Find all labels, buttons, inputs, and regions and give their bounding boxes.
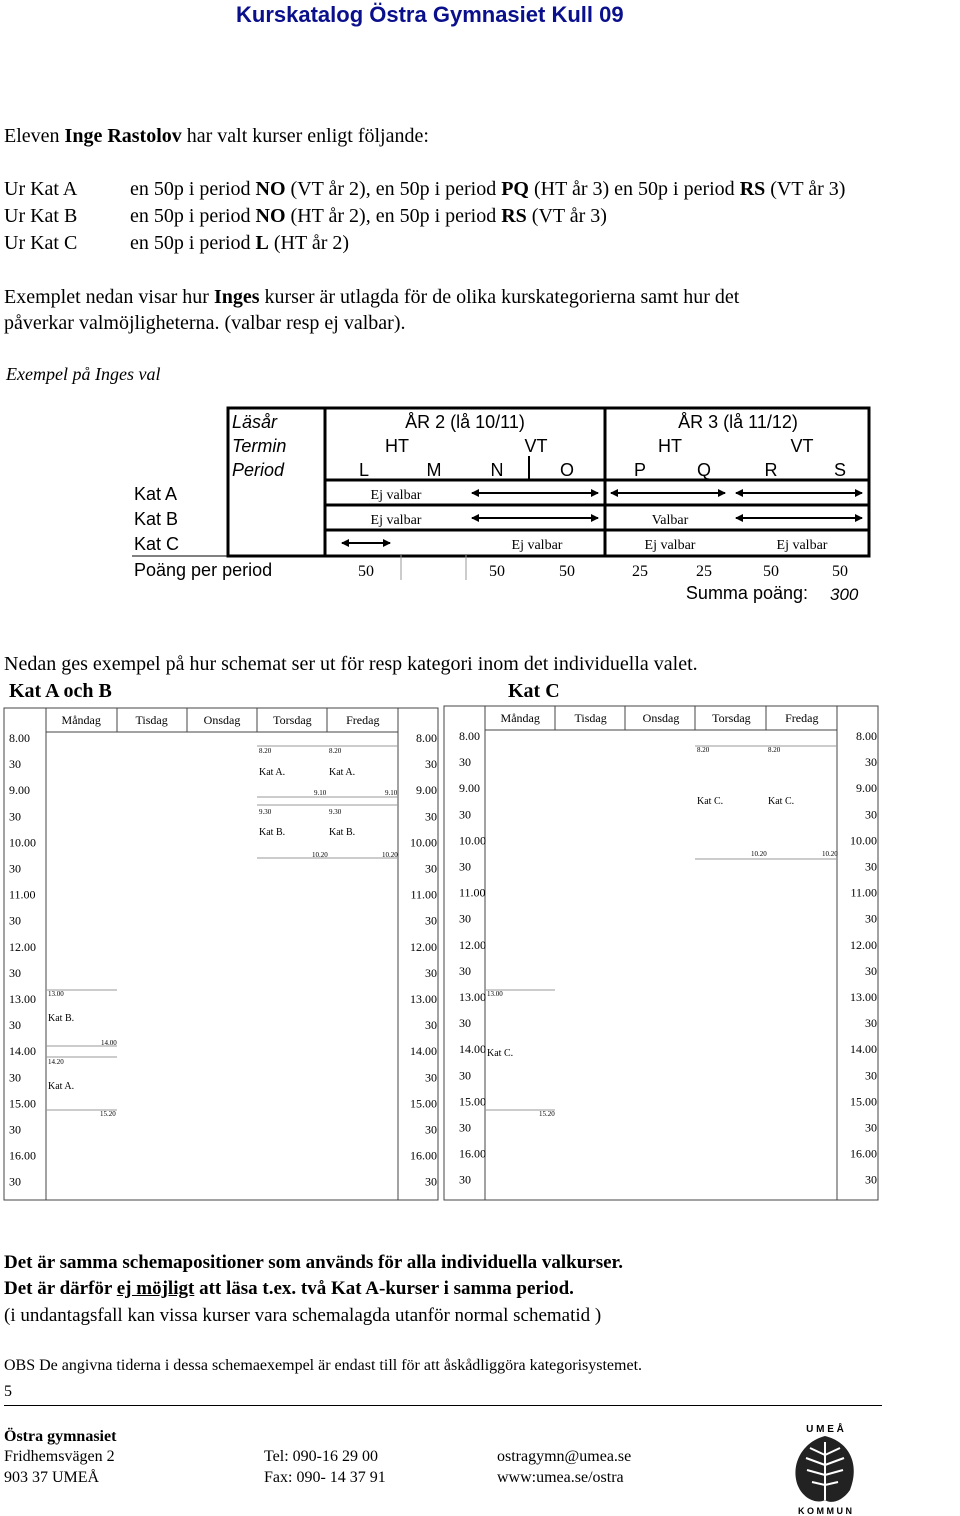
ab-block-label: Kat A. (48, 1081, 75, 1092)
day-header: Onsdag (203, 713, 241, 727)
day-header: Onsdag (642, 711, 680, 725)
day-header: Fredag (346, 713, 380, 727)
sum-value: 300 (830, 585, 859, 604)
time-label: 30 (865, 1068, 877, 1083)
kat-b-label: Kat B (134, 509, 179, 529)
day-header: Fredag (785, 711, 819, 725)
page-number: 5 (4, 1383, 12, 1400)
selection-grid (0, 400, 960, 610)
time-label: 9.00 (416, 783, 437, 798)
time-label: 30 (865, 911, 877, 926)
time-label: 14.00 (410, 1044, 437, 1059)
note-line-2: Det är därför ej möjligt att läsa t.ex. två Kat A-kurser i samma period. (4, 1278, 574, 1299)
ab-block-time: 14.00 (101, 1039, 117, 1047)
time-label: 30 (9, 757, 21, 772)
footer-web[interactable]: www:umea.se/ostra (497, 1469, 624, 1486)
time-label: 30 (9, 1018, 21, 1033)
footer-school: Östra gymnasiet (4, 1428, 117, 1445)
period-l: L (358, 460, 370, 480)
time-label: 30 (459, 755, 471, 770)
note-line-3: (i undantagsfall kan vissa kurser vara schemalagda utanför normal schematid ) (4, 1305, 602, 1326)
time-label: 16.00 (850, 1146, 877, 1161)
time-label: 16.00 (9, 1148, 36, 1163)
day-header: Tisdag (135, 713, 168, 727)
c-block-time: 10.20 (751, 850, 767, 858)
time-label: 30 (425, 1174, 437, 1189)
time-label: 15.00 (850, 1094, 877, 1109)
lasar-label: Läsår (232, 412, 278, 432)
logo-bottom-text: K O M M U N (798, 1506, 852, 1516)
c-block-time: 13.00 (487, 990, 503, 998)
kat-c-status-2: Ej valbar (644, 538, 696, 553)
time-label: 10.00 (410, 835, 437, 850)
time-label: 30 (459, 963, 471, 978)
footer-street: Fridhemsvägen 2 (4, 1448, 115, 1465)
ab-block-label: Kat B. (259, 827, 286, 838)
c-block-label: Kat C. (768, 796, 795, 807)
schedule-c-title: Kat C (508, 680, 560, 702)
schedule-ab-title: Kat A och B (9, 680, 112, 702)
footer-email[interactable]: ostragymn@umea.se (497, 1448, 632, 1465)
term-ht-2: HT (658, 436, 682, 456)
period-m: M (426, 460, 442, 480)
time-label: 15.00 (459, 1094, 486, 1109)
urkat-a-label: Ur Kat A (4, 178, 78, 200)
time-label: 11.00 (410, 887, 437, 902)
ab-block-time: 9.30 (329, 808, 342, 816)
ab-block-time: 9.10 (385, 789, 398, 797)
time-label: 10.00 (9, 835, 36, 850)
time-label: 14.00 (9, 1044, 36, 1059)
year2-label: ÅR 2 (lå 10/11) (405, 412, 525, 432)
time-label: 13.00 (9, 992, 36, 1006)
time-label: 30 (9, 913, 21, 928)
time-label: 30 (865, 1120, 877, 1135)
period-s: S (833, 460, 847, 480)
time-label: 16.00 (410, 1148, 437, 1163)
time-label: 30 (425, 913, 437, 928)
time-label: 30 (425, 757, 437, 772)
intro-text: Eleven Inge Rastolov har valt kurser enligt följande: (4, 125, 429, 147)
ab-block-time: 14.20 (48, 1058, 64, 1066)
c-block-time: 8.20 (768, 746, 781, 754)
period-o: O (559, 460, 575, 480)
period-n: N (490, 460, 504, 480)
example-line-1: Exemplet nedan visar hur Inges kurser är utlagda för de olika kurskategorierna samt hur det (4, 286, 740, 308)
ab-block-time: 10.20 (382, 851, 398, 859)
points-n: 50 (489, 563, 505, 580)
time-label: 30 (425, 861, 437, 876)
time-label: 30 (865, 963, 877, 978)
time-label: 30 (425, 965, 437, 980)
c-block-time: 8.20 (697, 746, 710, 754)
day-header: Torsdag (273, 713, 312, 727)
time-label: 14.00 (850, 1042, 877, 1057)
ab-block-label: Kat B. (329, 827, 356, 838)
time-label: 12.00 (459, 937, 486, 952)
time-label: 14.00 (459, 1042, 486, 1057)
time-label: 30 (459, 807, 471, 822)
logo-top-text: U M E Å (806, 1424, 844, 1435)
time-label: 11.00 (850, 885, 877, 900)
time-label: 11.00 (459, 885, 486, 900)
points-s: 50 (832, 563, 848, 580)
kat-b-status-2: Valbar (651, 513, 689, 528)
time-label: 30 (425, 1122, 437, 1137)
time-label: 8.00 (856, 729, 877, 743)
footer-tel: Tel: 090-16 29 00 (264, 1448, 378, 1465)
ab-block-time: 8.20 (259, 747, 272, 755)
time-label: 8.00 (459, 729, 480, 743)
time-label: 10.00 (459, 833, 486, 848)
time-label: 12.00 (410, 939, 437, 954)
term-vt-2: VT (790, 436, 814, 456)
obs-note: OBS De angivna tiderna i dessa schemaexempel är endast till för att åskådliggöra kategorisystemet. (4, 1357, 643, 1374)
period-r: R (764, 460, 778, 480)
period-p: P (633, 460, 647, 480)
c-block-time: 15.20 (539, 1110, 555, 1118)
time-label: 30 (865, 1016, 877, 1031)
time-label: 30 (425, 1070, 437, 1085)
ab-block-time: 13.00 (48, 990, 64, 998)
kat-b-status-1: Ej valbar (370, 513, 422, 528)
points-r: 50 (763, 563, 779, 580)
points-q: 25 (696, 563, 712, 580)
ab-block-label: Kat A. (329, 767, 356, 778)
urkat-b-text: en 50p i period NO (HT år 2), en 50p i period RS (VT år 3) (130, 205, 607, 227)
period-label: Period (232, 460, 285, 480)
time-label: 30 (865, 859, 877, 874)
time-label: 30 (865, 807, 877, 822)
urkat-a-text: en 50p i period NO (VT år 2), en 50p i period PQ (HT år 3) en 50p i period RS (VT år 3) (130, 178, 846, 200)
day-header: Måndag (61, 713, 101, 727)
time-label: 9.00 (856, 781, 877, 796)
termin-label: Termin (232, 436, 287, 456)
points-label: Poäng per period (134, 560, 273, 580)
time-label: 13.00 (410, 992, 437, 1006)
ab-block-time: 8.20 (329, 747, 342, 755)
footer-city: 903 37 UMEÅ (4, 1469, 100, 1486)
points-p: 25 (632, 563, 648, 580)
example-line-2: påverkar valmöjligheterna. (valbar resp ej valbar). (4, 312, 406, 334)
time-label: 15.00 (9, 1096, 36, 1111)
schedule-ab (0, 704, 445, 1204)
ab-block-label: Kat A. (259, 767, 286, 778)
note-line-1: Det är samma schemapositioner som används för alla individuella valkurser. (4, 1252, 623, 1273)
time-label: 9.00 (459, 781, 480, 796)
time-label: 30 (459, 1120, 471, 1135)
time-label: 30 (9, 1070, 21, 1085)
time-label: 30 (459, 911, 471, 926)
ab-block-time: 9.10 (314, 789, 327, 797)
sum-label: Summa poäng: (685, 583, 808, 603)
c-block-label: Kat C. (697, 796, 724, 807)
ab-block-time: 9.30 (259, 808, 272, 816)
example-caption: Exempel på Inges val (6, 364, 161, 384)
points-l: 50 (358, 563, 374, 580)
page-header-title: Kurskatalog Östra Gymnasiet Kull 09 (236, 2, 624, 27)
time-label: 30 (459, 859, 471, 874)
urkat-b-label: Ur Kat B (4, 205, 78, 227)
time-label: 13.00 (459, 990, 486, 1004)
time-label: 8.00 (9, 731, 30, 745)
footer-fax: Fax: 090- 14 37 91 (264, 1469, 386, 1486)
c-block-label: Kat C. (487, 1048, 514, 1059)
ab-block-label: Kat B. (48, 1013, 75, 1024)
schedule-intro: Nedan ges exempel på hur schemat ser ut för resp kategori inom det individuella valet. (4, 653, 698, 675)
time-label: 8.00 (416, 731, 437, 745)
time-label: 30 (459, 1172, 471, 1187)
day-header: Torsdag (712, 711, 751, 725)
time-label: 16.00 (459, 1146, 486, 1161)
time-label: 30 (9, 861, 21, 876)
points-o: 50 (559, 563, 575, 580)
urkat-c-text: en 50p i period L (HT år 2) (130, 232, 350, 254)
ab-block-time: 15.20 (100, 1110, 116, 1118)
term-ht-1: HT (385, 436, 409, 456)
time-label: 30 (459, 1016, 471, 1031)
day-header: Tisdag (574, 711, 607, 725)
time-label: 13.00 (850, 990, 877, 1004)
time-label: 30 (9, 1174, 21, 1189)
schedule-c (442, 704, 882, 1204)
time-label: 11.00 (9, 887, 36, 902)
ab-block-time: 10.20 (312, 851, 328, 859)
kat-a-status: Ej valbar (370, 488, 422, 503)
time-label: 9.00 (9, 783, 30, 798)
footer-divider (4, 1405, 882, 1406)
period-q: Q (696, 460, 712, 480)
term-vt-1: VT (524, 436, 548, 456)
time-label: 15.00 (410, 1096, 437, 1111)
year3-label: ÅR 3 (lå 11/12) (678, 412, 798, 432)
kat-c-status-3: Ej valbar (776, 538, 828, 553)
time-label: 12.00 (850, 937, 877, 952)
time-label: 30 (865, 755, 877, 770)
kat-c-status-1: Ej valbar (511, 538, 563, 553)
kat-a-label: Kat A (134, 484, 178, 504)
time-label: 30 (9, 965, 21, 980)
student-name: Inge Rastolov (64, 125, 182, 147)
time-label: 30 (425, 1018, 437, 1033)
kat-c-label: Kat C (134, 534, 180, 554)
time-label: 30 (9, 1122, 21, 1137)
time-label: 30 (9, 809, 21, 824)
time-label: 12.00 (9, 939, 36, 954)
urkat-c-label: Ur Kat C (4, 232, 78, 254)
time-label: 30 (865, 1172, 877, 1187)
time-label: 30 (459, 1068, 471, 1083)
umea-kommun-logo (780, 1420, 870, 1516)
time-label: 30 (425, 809, 437, 824)
day-header: Måndag (500, 711, 540, 725)
c-block-time: 10.20 (822, 850, 838, 858)
time-label: 10.00 (850, 833, 877, 848)
